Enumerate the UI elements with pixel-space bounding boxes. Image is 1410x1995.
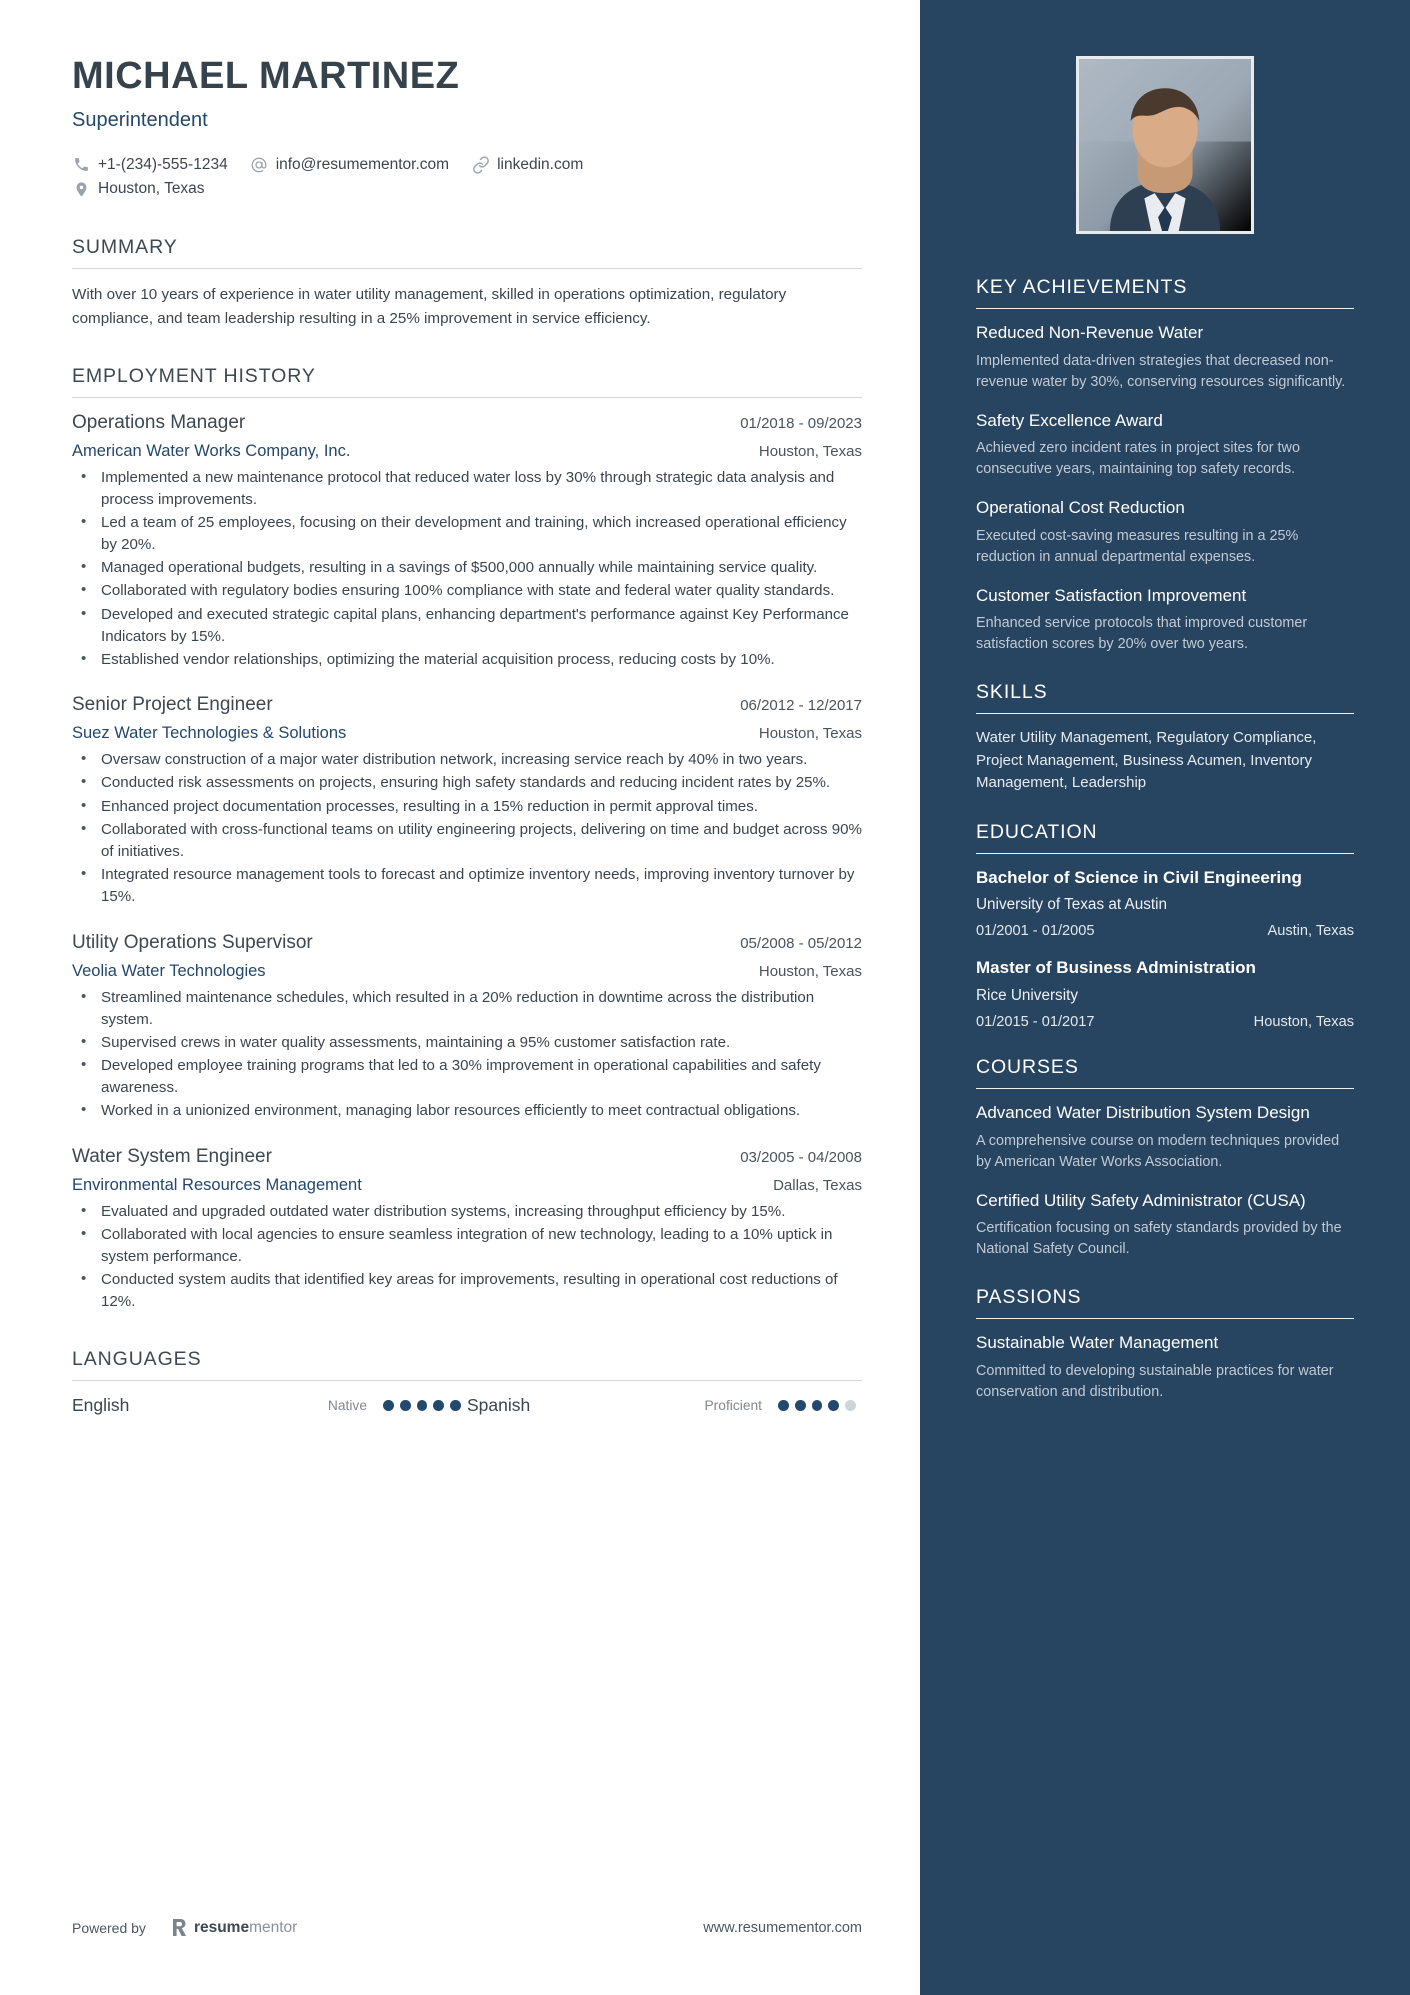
- languages-divider: [72, 1380, 862, 1381]
- sidebar: [920, 0, 1410, 1995]
- achievement-item: [976, 585, 1354, 656]
- employment-entry-header: [72, 932, 862, 954]
- job-role: Water System Engineer: [72, 1145, 272, 1167]
- job-bullet: • Developed employee training programs that led to a 30% improvement in operational capabilities and safety awareness.: [72, 1055, 862, 1099]
- summary-divider: [72, 268, 862, 269]
- job-role: Operations Manager: [72, 411, 246, 433]
- rating-dot: [450, 1400, 461, 1411]
- job-bullet: • Evaluated and upgraded outdated water distribution systems, increasing throughput efficiency by 15%.: [72, 1201, 862, 1223]
- job-company: Environmental Resources Management: [72, 1175, 362, 1194]
- education-dates: 01/2015 - 01/2017: [976, 1014, 1095, 1030]
- passions-divider: [976, 1318, 1354, 1319]
- employment-entry-header: [72, 1146, 862, 1168]
- languages-list: [72, 1395, 862, 1416]
- powered-by-label: Powered by: [72, 1919, 146, 1936]
- achievement-title: Safety Excellence Award: [976, 410, 1163, 430]
- education-location: Austin, Texas: [1267, 923, 1354, 940]
- contact-phone-text: +1-(234)-555-1234: [98, 155, 228, 173]
- education-degree: Bachelor of Science in Civil Engineering: [976, 867, 1302, 887]
- contact-phone[interactable]: [72, 153, 228, 178]
- course-item: [976, 1102, 1354, 1173]
- job-company: Veolia Water Technologies: [72, 961, 266, 980]
- language-rating: [383, 1400, 467, 1411]
- language-item: [72, 1395, 467, 1416]
- course-title: Certified Utility Safety Administrator (CUSA): [976, 1190, 1306, 1210]
- passion-description: Committed to developing sustainable practices for water conservation and distribution.: [976, 1362, 1334, 1400]
- job-bullet: • Collaborated with local agencies to ensure seamless integration of new technology, leading to a 10% uptick in system performance.: [72, 1224, 862, 1268]
- job-bullet: • Streamlined maintenance schedules, which resulted in a 20% reduction in downtime across the distribution system.: [72, 987, 862, 1031]
- footer: [72, 1918, 862, 1937]
- job-bullet: • Conducted system audits that identified key areas for improvements, resulting in operational cost reductions of 12%.: [72, 1269, 862, 1313]
- resumementor-logo: [172, 1918, 297, 1937]
- job-company: Suez Water Technologies & Solutions: [72, 724, 347, 743]
- passion-title: Sustainable Water Management: [976, 1333, 1219, 1352]
- employment-entry: [72, 1146, 862, 1314]
- job-bullet: • Managed operational budgets, resulting in a savings of $500,000 annually while maintaining service quality.: [72, 557, 862, 579]
- map-pin-icon: [72, 180, 91, 199]
- education-school: Rice University: [976, 987, 1078, 1004]
- contact-email[interactable]: [250, 153, 449, 178]
- page-title: MICHAEL MARTINEZ: [72, 55, 460, 97]
- achievement-title: Operational Cost Reduction: [976, 498, 1185, 517]
- language-item: [467, 1395, 862, 1416]
- job-bullet-list: [72, 467, 862, 672]
- summary-heading: SUMMARY: [72, 236, 178, 259]
- education-divider: [976, 853, 1354, 854]
- job-bullet-list: [72, 1201, 862, 1314]
- employment-entry-header: [72, 412, 862, 434]
- key-achievements-section: [976, 276, 1354, 655]
- job-bullet-list: [72, 987, 862, 1123]
- passions-list: [976, 1332, 1354, 1403]
- job-bullet: • Developed and executed strategic capital plans, enhancing department's performance against Key Performance Indicators by 15%.: [72, 604, 862, 648]
- achievement-description: Achieved zero incident rates in project sites for two consecutive years, maintaining top safety records.: [976, 440, 1300, 478]
- rating-dot: [433, 1400, 444, 1411]
- contact-info: [72, 153, 862, 203]
- employment-entry-header: [72, 694, 862, 716]
- headline-job-title: Superintendent: [72, 108, 208, 131]
- education-item: [976, 957, 1354, 1030]
- contact-email-text: info@resumementor.com: [275, 155, 450, 173]
- rating-dot: [812, 1400, 823, 1411]
- brand-name-light: mentor: [249, 1918, 298, 1936]
- job-bullet: • Enhanced project documentation processes, resulting in a 15% reduction in permit approval times.: [72, 796, 862, 818]
- languages-heading: LANGUAGES: [72, 1347, 202, 1370]
- employment-entry-subheader: [72, 724, 862, 743]
- language-name: English: [72, 1394, 130, 1415]
- employment-entry-subheader: [72, 442, 862, 461]
- employment-entry: [72, 694, 862, 908]
- skills-heading: SKILLS: [976, 681, 1048, 703]
- job-bullet: • Conducted risk assessments on projects, ensuring high safety standards and reducing incident rates by 25%.: [72, 772, 862, 794]
- achievement-item: [976, 322, 1354, 393]
- contact-linkedin-text: linkedin.com: [497, 155, 584, 173]
- education-location: Houston, Texas: [1253, 1014, 1354, 1030]
- avatar: [1076, 56, 1254, 234]
- achievement-item: [976, 497, 1354, 568]
- course-description: A comprehensive course on modern techniques provided by American Water Works Association.: [976, 1132, 1340, 1170]
- course-description: Certification focusing on safety standards provided by the National Safety Council.: [976, 1220, 1342, 1258]
- achievement-title: Reduced Non-Revenue Water: [976, 323, 1204, 342]
- language-name: Spanish: [467, 1394, 531, 1415]
- key-achievements-list: [976, 322, 1354, 655]
- language-rating: [778, 1400, 862, 1411]
- job-dates: 06/2012 - 12/2017: [740, 697, 862, 715]
- link-icon: [471, 155, 490, 174]
- job-location: Houston, Texas: [758, 725, 862, 743]
- skills-divider: [976, 713, 1354, 714]
- employment-divider: [72, 397, 862, 398]
- passion-item: [976, 1332, 1354, 1403]
- job-bullet: • Collaborated with regulatory bodies ensuring 100% compliance with state and federal water quality standards.: [72, 580, 862, 602]
- education-meta: [976, 923, 1354, 939]
- job-role: Senior Project Engineer: [72, 694, 273, 716]
- education-school: University of Texas at Austin: [976, 896, 1168, 914]
- phone-icon: [72, 155, 91, 174]
- education-degree: Master of Business Administration: [976, 958, 1256, 978]
- job-bullet: • Established vendor relationships, optimizing the material acquisition process, reducing costs by 10%.: [72, 649, 862, 671]
- employment-entry-subheader: [72, 1176, 862, 1195]
- achievement-description: Enhanced service protocols that improved customer satisfaction scores by 20% over two years.: [976, 615, 1308, 653]
- education-dates: 01/2001 - 01/2005: [976, 923, 1095, 940]
- at-sign-icon: [250, 155, 269, 174]
- avatar-container: [976, 56, 1354, 234]
- achievement-description: Executed cost-saving measures resulting in a 25% reduction in annual departmental expenses.: [976, 527, 1299, 565]
- job-role: Utility Operations Supervisor: [72, 931, 313, 953]
- rating-dot: [795, 1400, 806, 1411]
- job-location: Houston, Texas: [758, 442, 862, 460]
- job-dates: 01/2018 - 09/2023: [740, 414, 862, 432]
- employment-section: [72, 365, 862, 1314]
- contact-location: [72, 177, 205, 202]
- job-bullet: • Oversaw construction of a major water distribution network, increasing service reach by 40% in two years.: [72, 749, 862, 771]
- rating-dot: [845, 1400, 856, 1411]
- job-bullet: • Integrated resource management tools to forecast and optimize inventory needs, improving inventory turnover by 15%.: [72, 864, 862, 908]
- rating-dot: [383, 1400, 394, 1411]
- employment-heading: EMPLOYMENT HISTORY: [72, 364, 316, 387]
- avatar-illustration-icon: [1079, 59, 1251, 231]
- achievement-item: [976, 410, 1354, 481]
- job-bullet: • Led a team of 25 employees, focusing on their development and training, which increased operational efficiency by 20%.: [72, 512, 862, 556]
- employment-entry: [72, 412, 862, 672]
- language-level: Proficient: [704, 1397, 762, 1413]
- job-company: American Water Works Company, Inc.: [72, 441, 351, 460]
- courses-divider: [976, 1088, 1354, 1089]
- contact-location-text: Houston, Texas: [98, 180, 205, 198]
- rating-dot: [778, 1400, 789, 1411]
- job-bullet: • Implemented a new maintenance protocol that reduced water loss by 30% through strategic data analysis and process improvements.: [72, 467, 862, 511]
- employment-entry-subheader: [72, 962, 862, 981]
- job-bullet-list: [72, 749, 862, 908]
- languages-section: [72, 1348, 862, 1416]
- brand-name-bold: resume: [193, 1918, 250, 1936]
- language-level: Native: [327, 1397, 367, 1413]
- passions-section: [976, 1286, 1354, 1403]
- education-meta: [976, 1014, 1354, 1030]
- job-bullet: • Worked in a unionized environment, managing labor resources efficiently to meet contractual obligations.: [72, 1100, 862, 1122]
- key-achievements-divider: [976, 308, 1354, 309]
- rating-dot: [828, 1400, 839, 1411]
- resumementor-mark-icon: [172, 1918, 189, 1937]
- achievement-description: Implemented data-driven strategies that decreased non-revenue water by 30%, conserving resources significantly.: [976, 352, 1346, 390]
- skills-section: [976, 681, 1354, 795]
- summary-text: With over 10 years of experience in water utility management, skilled in operations optimization, regulatory compliance, and team leadership resulting in a 25% improvement in service efficiency.: [72, 286, 787, 327]
- passions-heading: PASSIONS: [976, 1286, 1082, 1308]
- course-title: Advanced Water Distribution System Design: [976, 1103, 1310, 1122]
- job-dates: 03/2005 - 04/2008: [740, 1148, 862, 1166]
- rating-dot: [417, 1400, 428, 1411]
- job-location: Dallas, Texas: [773, 1176, 862, 1194]
- rating-dot: [400, 1400, 411, 1411]
- education-heading: EDUCATION: [976, 820, 1098, 843]
- summary-section: [72, 236, 862, 330]
- job-dates: 05/2008 - 05/2012: [740, 934, 862, 952]
- achievement-title: Customer Satisfaction Improvement: [976, 585, 1247, 605]
- employment-entry: [72, 932, 862, 1123]
- courses-list: [976, 1102, 1354, 1260]
- employment-list: [72, 412, 862, 1314]
- education-list: [976, 867, 1354, 1031]
- job-location: Houston, Texas: [758, 962, 862, 980]
- course-item: [976, 1190, 1354, 1261]
- key-achievements-heading: KEY ACHIEVEMENTS: [976, 276, 1188, 298]
- job-bullet: • Supervised crews in water quality assessments, maintaining a 95% customer satisfaction rate.: [72, 1032, 862, 1054]
- courses-section: [976, 1056, 1354, 1260]
- footer-website[interactable]: www.resumementor.com: [703, 1919, 862, 1936]
- skills-text: Water Utility Management, Regulatory Compliance, Project Management, Business Acumen, Inventory Management, Leadership: [976, 729, 1317, 791]
- job-bullet: • Collaborated with cross-functional teams on utility engineering projects, delivering on time and budget across 90% of initiatives.: [72, 819, 862, 863]
- education-item: [976, 867, 1354, 940]
- courses-heading: COURSES: [976, 1056, 1079, 1078]
- contact-linkedin[interactable]: [471, 153, 583, 178]
- education-section: [976, 821, 1354, 1031]
